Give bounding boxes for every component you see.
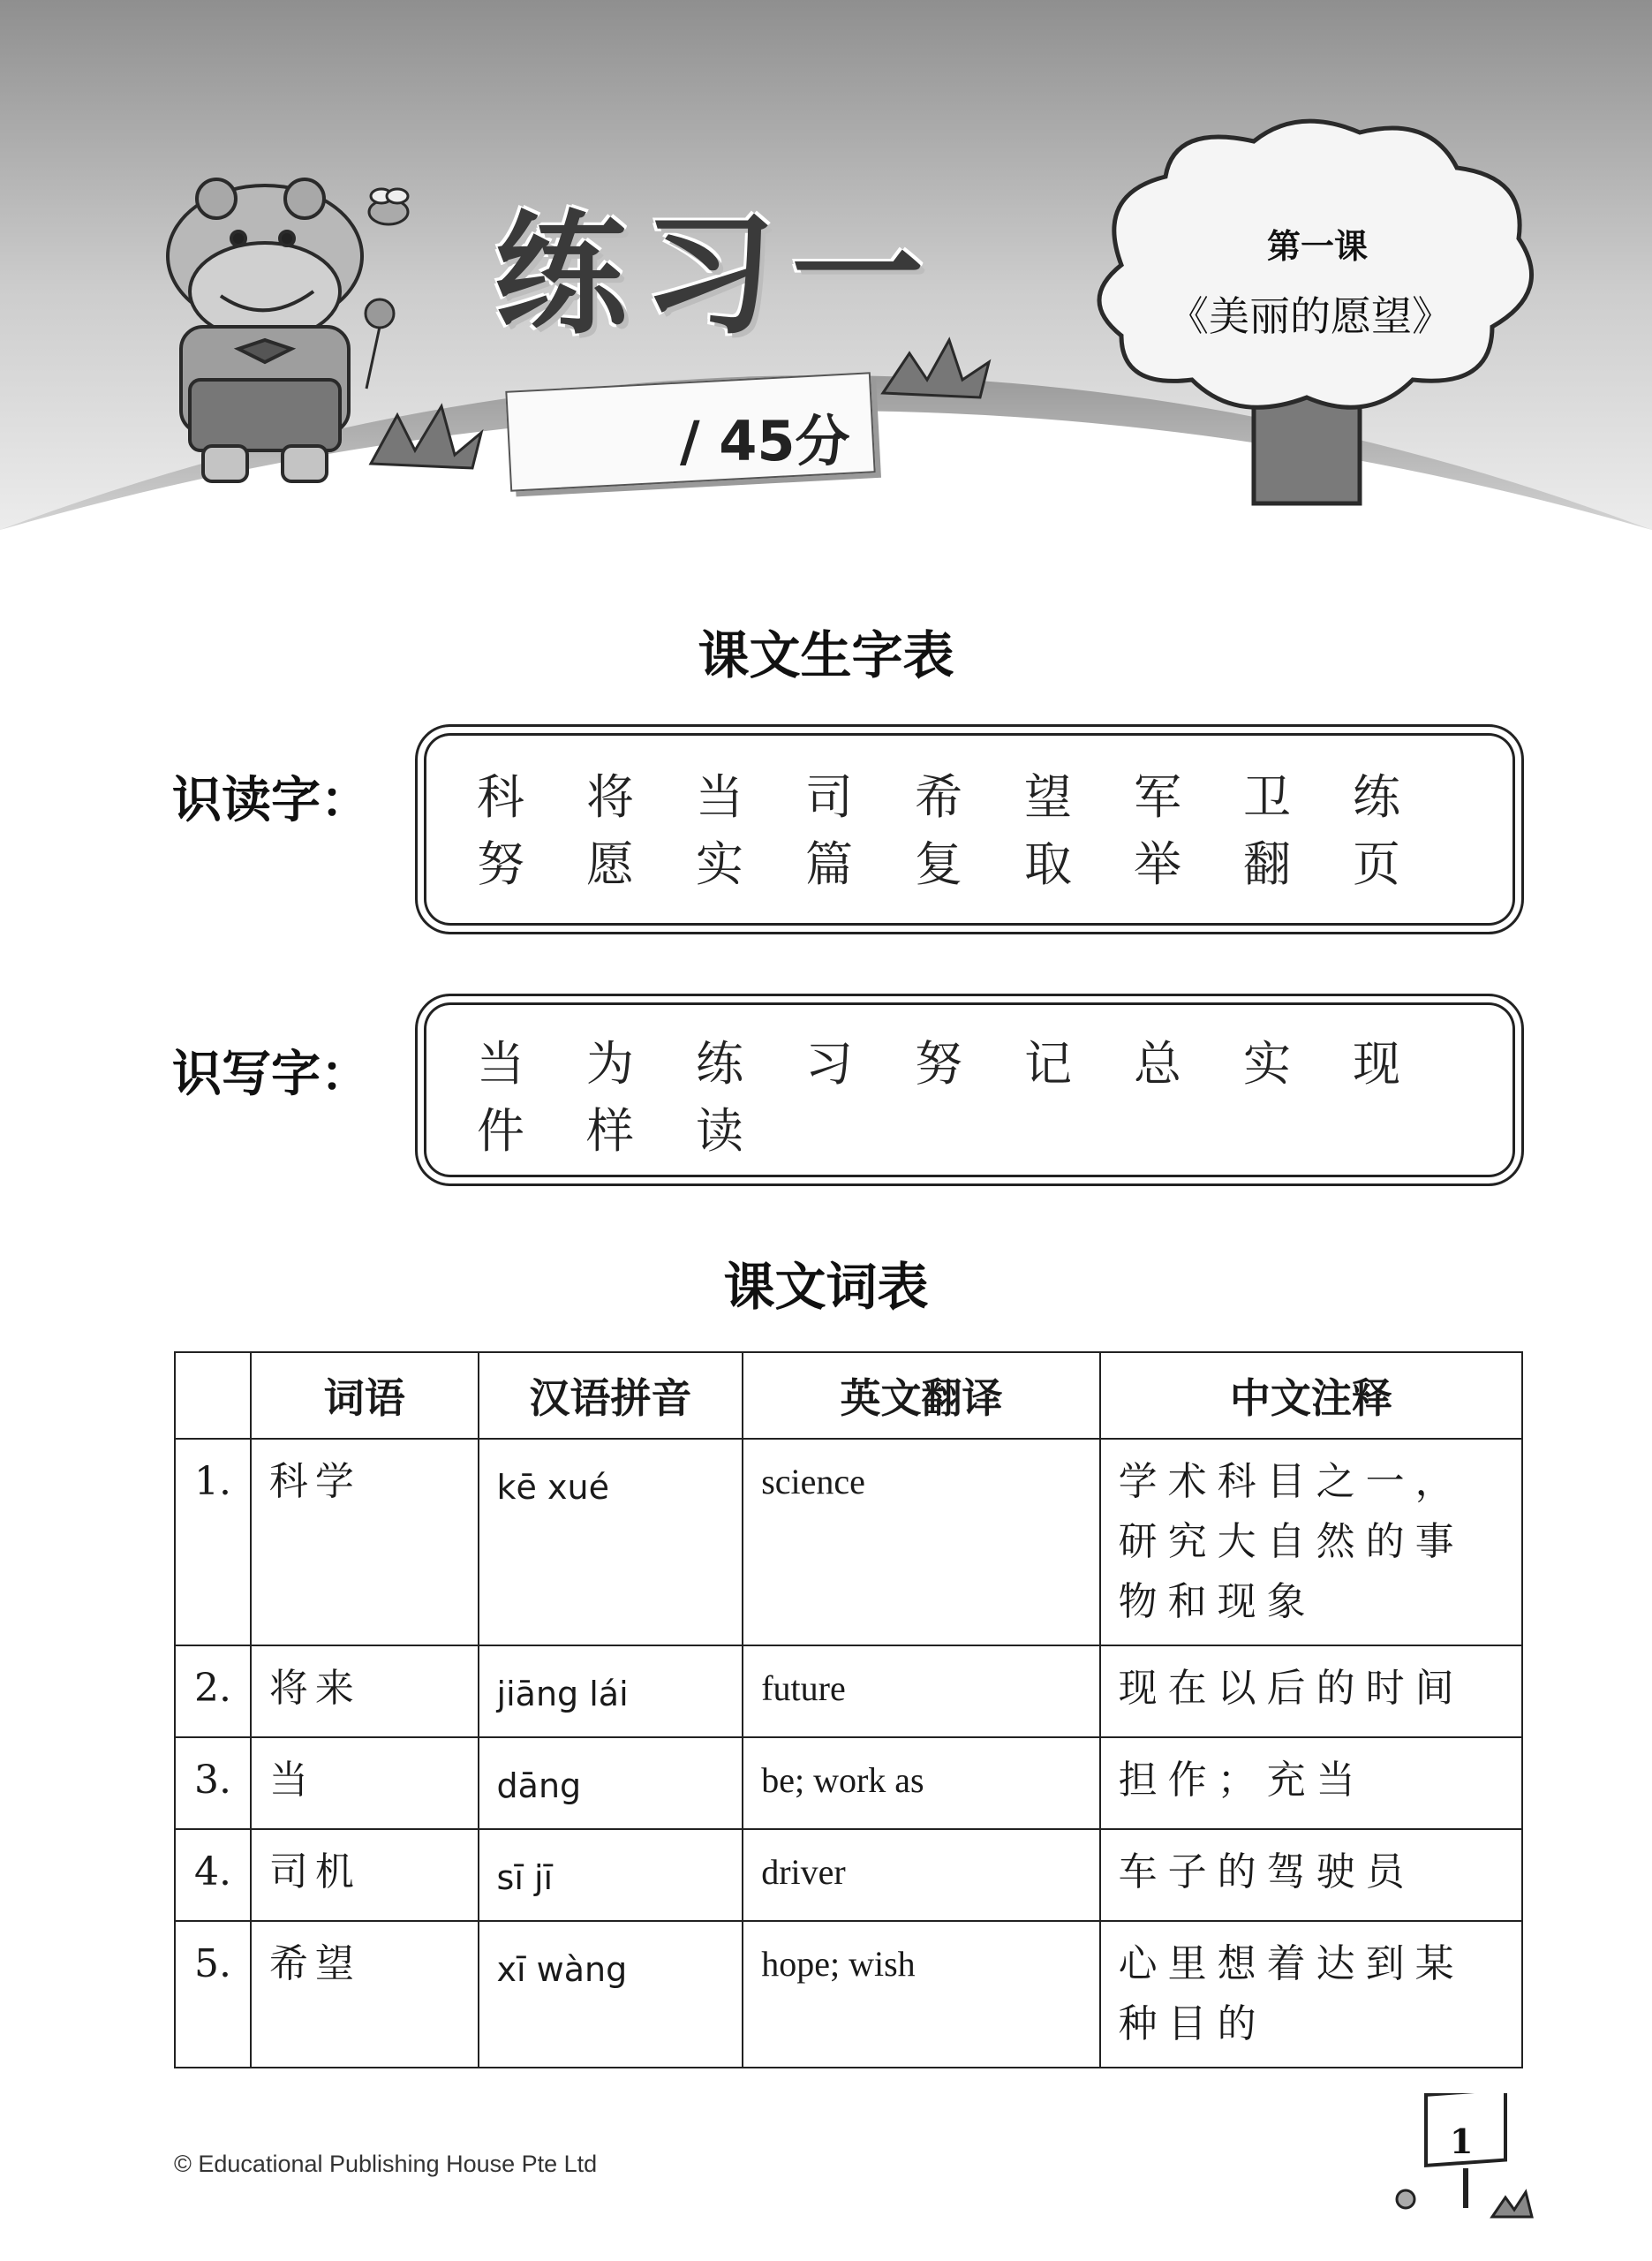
table-row [175,1737,1522,1829]
lesson-title: 《美丽的愿望》 [1168,292,1452,340]
vocab-table [174,1351,1523,2068]
writing-char: 努 [915,1035,962,1092]
row-english: be; work as [743,1737,1099,1829]
writing-char: 练 [696,1035,743,1092]
reading-char: 实 [696,836,743,892]
reading-char: 当 [696,768,743,825]
row-number: 3. [175,1737,251,1829]
row-english: future [743,1645,1099,1737]
writing-char: 当 [477,1035,524,1092]
reading-char: 取 [1024,836,1072,892]
row-word: 司机 [251,1829,479,1921]
vocab-section-title: 课文词表 [723,1257,929,1317]
table-row [175,1645,1522,1737]
table-header-row [175,1352,1522,1439]
writing-char: 总 [1134,1035,1181,1092]
reading-char: 练 [1353,768,1400,825]
row-number: 1. [175,1439,251,1645]
copyright-notice: © Educational Publishing House Pte Ltd [174,2151,598,2177]
writing-chars-row [477,1093,1501,1161]
reading-char: 复 [915,836,962,892]
writing-char: 实 [1243,1035,1291,1092]
table-row [175,1921,1522,2068]
reading-chars-label: 识读字： [172,772,370,829]
header-pinyin: 汉语拼音 [479,1352,743,1439]
row-note: 车子的驾驶员 [1100,1829,1522,1921]
row-note: 学术科目之一，研究大自然的事物和现象 [1100,1439,1522,1645]
header-num [175,1352,251,1439]
reading-char: 举 [1134,836,1181,892]
row-pinyin: dāng [479,1737,743,1829]
reading-char: 翻 [1243,836,1291,892]
header-chinese-note: 中文注释 [1100,1352,1522,1439]
row-note: 心里想着达到某种目的 [1100,1921,1522,2068]
writing-char: 为 [586,1035,634,1092]
row-number: 5. [175,1921,251,2068]
writing-char: 读 [696,1102,743,1159]
reading-char: 努 [477,836,524,892]
reading-char: 希 [915,768,962,825]
row-number: 4. [175,1829,251,1921]
row-note: 担作；充当 [1100,1737,1522,1829]
row-word: 将来 [251,1645,479,1737]
row-word: 当 [251,1737,479,1829]
table-row [175,1439,1522,1645]
row-english: hope; wish [743,1921,1099,2068]
writing-chars-grid [477,1026,1501,1161]
reading-char: 愿 [586,836,634,892]
header-english: 英文翻译 [743,1352,1099,1439]
writing-char: 样 [586,1102,634,1159]
reading-char: 司 [805,768,853,825]
table-row [175,1829,1522,1921]
reading-chars-row [477,827,1501,894]
exercise-title: 练习一 [494,199,940,352]
row-number: 2. [175,1645,251,1737]
writing-char: 件 [477,1102,524,1159]
score-total: / 45分 [680,409,850,473]
row-note: 现在以后的时间 [1100,1645,1522,1737]
header-word: 词语 [251,1352,479,1439]
reading-char: 篇 [805,836,853,892]
row-pinyin: xī wàng [479,1921,743,2068]
row-word: 科学 [251,1439,479,1645]
characters-section-title: 课文生字表 [698,625,954,685]
row-english: science [743,1439,1099,1645]
reading-char: 科 [477,768,524,825]
writing-chars-row [477,1026,1501,1093]
writing-char: 习 [805,1035,853,1092]
row-word: 希望 [251,1921,479,2068]
reading-char: 卫 [1243,768,1291,825]
row-pinyin: jiāng lái [479,1645,743,1737]
row-english: driver [743,1829,1099,1921]
bee-icon [369,189,408,224]
reading-char: 望 [1024,768,1072,825]
page-number: 1 [1450,2121,1474,2161]
lesson-label: 第一课 [1267,227,1369,266]
reading-chars-grid [477,760,1501,894]
reading-char: 页 [1353,836,1400,892]
row-pinyin: kē xué [479,1439,743,1645]
hippo-mascot-icon [168,179,362,481]
writing-char: 现 [1353,1035,1400,1092]
writing-chars-label: 识写字： [172,1046,370,1103]
row-pinyin: sī jī [479,1829,743,1921]
writing-char: 记 [1024,1035,1072,1092]
reading-chars-row [477,760,1501,827]
reading-char: 军 [1134,768,1181,825]
reading-char: 将 [586,768,634,825]
